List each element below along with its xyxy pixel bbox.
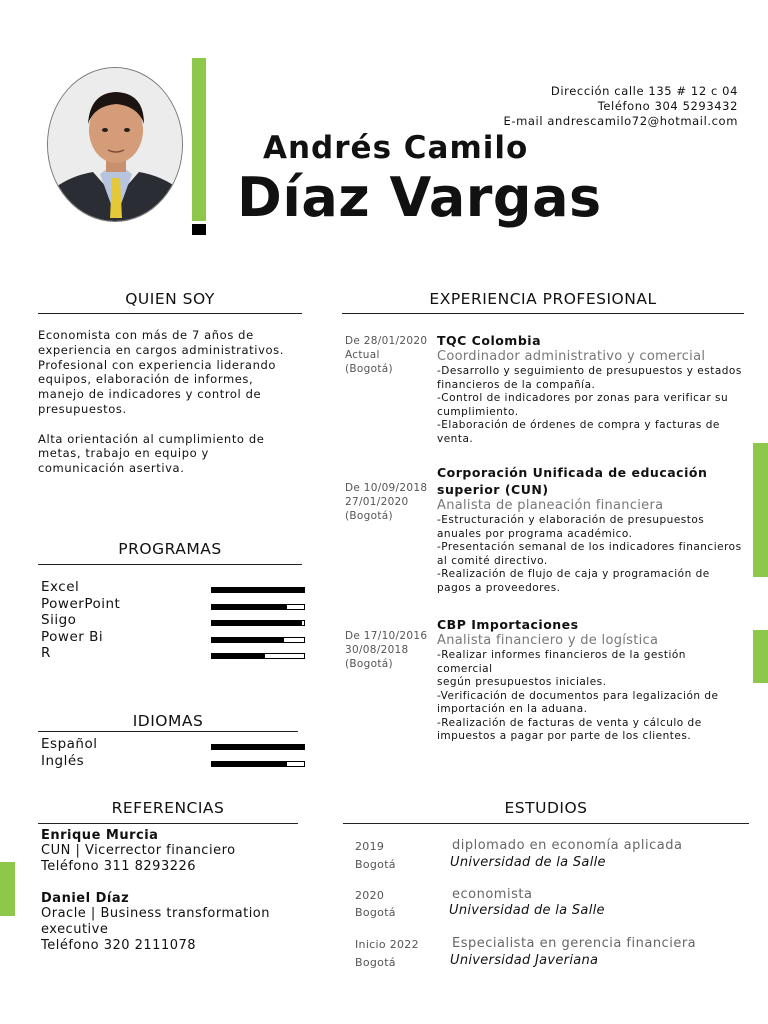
skill-name: Español [41, 736, 98, 752]
skill-row [41, 629, 281, 646]
studies-heading: ESTUDIOS [504, 799, 588, 817]
accent-bar-right-2 [753, 630, 768, 683]
experience-date-line: (Bogotá) [345, 658, 393, 670]
references-list [41, 828, 301, 954]
contact-email: E-mail andrescamilo72@hotmail.com [503, 114, 738, 128]
experience-desc: anuales por programa académico. [437, 527, 633, 540]
about-spacer [38, 417, 302, 432]
about-line: presupuestos. [38, 401, 127, 416]
reference-line: Teléfono 320 2111078 [41, 938, 197, 953]
experience-company: TQC Colombia [437, 333, 542, 348]
experience-desc: venta. [437, 432, 474, 445]
experience-desc: -Presentación semanal de los indicadores financieros [437, 541, 742, 553]
programs-heading: PROGRAMAS [118, 540, 222, 558]
experience-date-line: 30/08/2018 [345, 644, 409, 656]
study-institution: Universidad Javeriana [450, 953, 599, 968]
skill-row [41, 645, 281, 662]
about-text [38, 328, 302, 476]
skill-row [41, 579, 281, 596]
skill-name: Siigo [41, 612, 77, 629]
skill-level-fill [212, 762, 287, 766]
skill-level-bar [211, 761, 305, 767]
skill-row [41, 736, 281, 753]
study-institution: Universidad de la Salle [450, 855, 606, 870]
experience-role: Analista de planeación financiera [437, 498, 664, 513]
experience-desc: importación en la aduana. [437, 703, 588, 715]
study-title: economista [452, 887, 533, 902]
study-item [355, 838, 745, 878]
about-line: comunicación asertiva. [38, 461, 185, 476]
skill-level-fill [212, 654, 265, 658]
experience-company: CBP Importaciones [437, 617, 579, 632]
skill-level-fill [212, 605, 287, 609]
accent-bar-right-1 [753, 443, 768, 577]
about-line: Economista con más de 7 años de [38, 328, 254, 342]
reference-name: Daniel Díaz [41, 891, 130, 906]
skill-level-fill [212, 621, 302, 625]
experience-desc: -Estructuración y elaboración de presupuestos [437, 514, 705, 526]
reference-item [41, 828, 301, 875]
reference-item [41, 891, 301, 954]
skill-level-bar [211, 620, 305, 626]
reference-line: executive [41, 922, 109, 937]
references-divider [38, 823, 298, 824]
studies-divider [343, 823, 749, 824]
experience-date-line: (Bogotá) [345, 363, 393, 375]
references-heading: REFERENCIAS [111, 799, 225, 817]
reference-line: Teléfono 311 8293226 [41, 859, 197, 874]
experience-body [437, 464, 745, 595]
study-institution: Universidad de la Salle [449, 903, 605, 918]
experience-date-line: De 28/01/2020 [345, 335, 428, 347]
experience-desc: -Verificación de documentos para legalización de [437, 689, 719, 702]
experience-desc: pagos a proveedores. [437, 581, 561, 594]
experience-body [437, 332, 745, 446]
about-divider [38, 313, 302, 314]
experience-heading: EXPERIENCIA PROFESIONAL [429, 290, 657, 308]
skill-name: R [41, 645, 51, 662]
skill-level-bar [211, 637, 305, 643]
study-year: 2019 [355, 840, 385, 853]
experience-desc: -Realización de flujo de caja y programación de [437, 568, 710, 580]
experience-date-line: Actual [345, 349, 380, 361]
study-city: Bogotá [355, 858, 396, 871]
experience-body [437, 616, 745, 744]
skill-level-bar [211, 653, 305, 659]
study-title: Especialista en gerencia financiera [452, 936, 697, 951]
experience-role: Coordinador administrativo y comercial [437, 349, 706, 364]
about-line: Alta orientación al cumplimiento de [38, 431, 265, 446]
experience-desc: -Control de indicadores por zonas para verificar su [437, 392, 729, 404]
study-item [355, 936, 745, 976]
skill-level-bar [211, 604, 305, 610]
experience-desc: -Realización de facturas de venta y cálculo de [437, 716, 702, 729]
experience-company: superior (CUN) [437, 482, 549, 497]
about-line: manejo de indicadores y control de [38, 387, 262, 402]
skill-row [41, 596, 281, 613]
study-year: Inicio 2022 [355, 938, 419, 951]
experience-desc: según presupuestos iniciales. [437, 676, 607, 688]
about-line: experiencia en cargos administrativos. [38, 342, 284, 357]
programs-divider [38, 564, 302, 565]
experience-company: Corporación Unificada de educación [437, 465, 708, 480]
study-city: Bogotá [355, 906, 396, 919]
experience-dates [345, 334, 437, 376]
skill-level-fill [212, 745, 304, 749]
experience-date-line: 27/01/2020 [345, 496, 409, 508]
experience-divider [342, 313, 744, 314]
experience-desc: -Realizar informes financieros de la gestión comercial [437, 649, 686, 675]
first-name: Andrés Camilo [263, 130, 529, 166]
experience-desc: cumplimiento. [437, 405, 519, 418]
study-city: Bogotá [355, 956, 396, 969]
about-line: equipos, elaboración de informes, [38, 372, 254, 387]
study-year: 2020 [355, 889, 385, 902]
languages-heading: IDIOMAS [132, 712, 204, 730]
skill-level-fill [212, 638, 284, 642]
skill-row [41, 753, 281, 770]
about-line: Profesional con experiencia liderando [38, 357, 277, 372]
skill-name: Inglés [41, 752, 85, 769]
contact-info [503, 84, 738, 129]
about-line: metas, trabajo en equipo y [38, 446, 209, 461]
reference-line: CUN | Vicerrector financiero [41, 843, 236, 858]
accent-bar-left [0, 862, 15, 916]
reference-line: Oracle | Business transformation [41, 906, 271, 921]
contact-phone: Teléfono 304 5293432 [597, 99, 738, 113]
last-name: Díaz Vargas [237, 166, 602, 229]
skill-level-bar [211, 587, 305, 593]
programs-list [41, 579, 281, 662]
skill-row [41, 612, 281, 629]
experience-desc: -Desarrollo y seguimiento de presupuestos y estados [437, 365, 742, 377]
experience-role: Analista financiero y de logística [437, 633, 659, 648]
experience-date-line: De 17/10/2016 [345, 630, 428, 642]
skill-level-fill [212, 588, 304, 592]
study-item [355, 887, 745, 927]
skill-name: Power Bi [41, 628, 104, 645]
experience-desc: financieros de la compañía. [437, 378, 596, 391]
experience-desc: al comité directivo. [437, 554, 548, 567]
languages-list [41, 736, 281, 769]
experience-date-line: (Bogotá) [345, 510, 393, 522]
study-title: diplomado en economía aplicada [452, 838, 683, 853]
experience-dates [345, 481, 437, 523]
experience-date-line: De 10/09/2018 [345, 482, 428, 494]
skill-name: PowerPoint [41, 595, 121, 612]
languages-divider [38, 731, 298, 732]
reference-name: Enrique Murcia [41, 828, 159, 843]
about-heading: QUIEN SOY [125, 290, 215, 308]
experience-dates [345, 629, 437, 671]
contact-address: Dirección calle 135 # 12 c 04 [550, 84, 738, 98]
header-accent-block [192, 224, 206, 235]
header-accent-bar [192, 58, 206, 221]
experience-desc: impuestos a pagar por parte de los clientes. [437, 730, 692, 742]
experience-desc: -Elaboración de órdenes de compra y facturas de [437, 419, 720, 431]
skill-name: Excel [41, 579, 80, 595]
profile-photo [47, 67, 183, 222]
skill-level-bar [211, 744, 305, 750]
